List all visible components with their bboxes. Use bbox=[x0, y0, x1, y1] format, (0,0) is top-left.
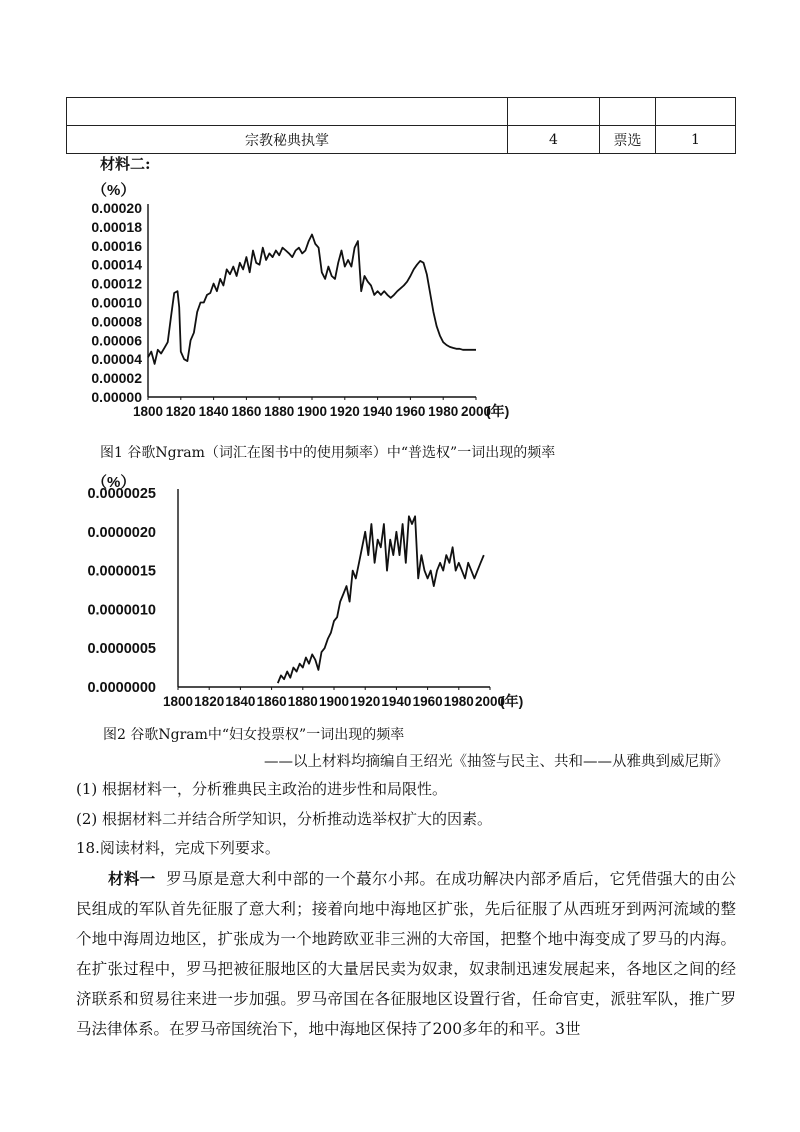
y-tick-label: 0.00014 bbox=[91, 256, 142, 273]
y-tick-label: 0.00006 bbox=[91, 332, 142, 349]
x-tick-label: 2000 bbox=[460, 404, 492, 419]
y-tick-label: 0.00012 bbox=[91, 275, 142, 292]
y-tick-label: 0.00018 bbox=[91, 218, 142, 235]
y-tick-label: 0.00000 bbox=[91, 389, 142, 405]
table-cell-num bbox=[656, 98, 736, 126]
series-line bbox=[148, 235, 476, 364]
x-tick-label: 1960 bbox=[412, 694, 443, 709]
question-2: (2) 根据材料二并结合所学知识，分析推动选举权扩大的因素。 bbox=[76, 810, 493, 828]
y-unit-label: （%） bbox=[92, 182, 136, 199]
x-tick-label: 1960 bbox=[395, 404, 426, 419]
election-table bbox=[66, 97, 736, 154]
y-tick-label: 0.0000010 bbox=[87, 602, 156, 619]
series-line bbox=[278, 516, 484, 683]
x-tick-label: 1900 bbox=[296, 404, 328, 419]
table-cell-method bbox=[600, 98, 656, 126]
x-tick-label: 1980 bbox=[443, 694, 474, 709]
y-tick-label: 0.00020 bbox=[91, 200, 142, 216]
material1-paragraph bbox=[76, 864, 736, 1044]
x-tick-label: 1920 bbox=[350, 694, 381, 709]
material1-text: 罗马原是意大利中部的一个蕞尔小邦。在成功解决内部矛盾后，它凭借强大的由公民组成的军队首先征服了意大利；接着向地中海地区扩张，先后征服了从西班牙到两河流域的整个地中海周边地区，扩张成为一个地跨欧亚非三洲的大帝国，把整个地中海变成了罗马的内海。在扩张过程中，罗马把被征服地区的大量居民卖为奴隶，奴隶制迅速发展起来，各地区之间的经济联系和贸易往来进一步加强。罗马帝国在各征服地区设置行省，任命官吏，派驻军队，推广罗马法律体系。在罗马帝国统治下，地中海地区保持了200多年的和平。3世 bbox=[76, 870, 736, 1038]
x-tick-label: 1880 bbox=[287, 694, 318, 709]
question-18-title: 18.阅读材料，完成下列要求。 bbox=[76, 839, 280, 857]
x-tick-label: 1940 bbox=[362, 404, 393, 419]
table-cell-count: 4 bbox=[508, 126, 600, 154]
chart1-caption: 图1 谷歌Ngram（词汇在图书中的使用频率）中“普选权”一词出现的频率 bbox=[100, 445, 556, 461]
y-tick-label: 0.0000025 bbox=[87, 486, 156, 502]
x-unit-label: (年) bbox=[486, 403, 510, 419]
y-tick-label: 0.0000000 bbox=[87, 680, 156, 696]
x-tick-label: 2000 bbox=[474, 694, 506, 709]
material1-label: 材料一 bbox=[108, 869, 156, 888]
x-tick-label: 1980 bbox=[428, 404, 459, 419]
y-tick-label: 0.00010 bbox=[91, 294, 142, 311]
y-tick-label: 0.00016 bbox=[91, 237, 142, 254]
y-tick-label: 0.00002 bbox=[91, 370, 142, 387]
table-row bbox=[67, 98, 736, 126]
source-line: ——以上材料均摘编自王绍光《抽签与民主、共和——从雅典到威尼斯》 bbox=[264, 754, 728, 770]
y-tick-label: 0.0000015 bbox=[87, 563, 156, 580]
x-tick-label: 1860 bbox=[231, 404, 262, 419]
table-cell-method: 票选 bbox=[600, 126, 656, 154]
x-tick-label: 1820 bbox=[165, 404, 196, 419]
chart-women-suffrage-frequency bbox=[0, 475, 800, 715]
x-tick-label: 1800 bbox=[162, 694, 194, 709]
x-tick-label: 1900 bbox=[318, 694, 350, 709]
table-row bbox=[67, 126, 736, 154]
table-cell-item bbox=[67, 98, 508, 126]
x-tick-label: 1800 bbox=[132, 404, 164, 419]
y-unit-label: （%） bbox=[92, 474, 136, 491]
x-tick-label: 1820 bbox=[194, 694, 225, 709]
chart2-caption: 图2 谷歌Ngram中“妇女投票权”一词出现的频率 bbox=[103, 727, 405, 743]
y-tick-label: 0.00008 bbox=[91, 313, 142, 330]
x-tick-label: 1940 bbox=[381, 694, 412, 709]
x-tick-label: 1840 bbox=[198, 404, 229, 419]
table-cell-item: 宗教秘典执掌 bbox=[67, 126, 508, 154]
x-tick-label: 1880 bbox=[264, 404, 295, 419]
x-tick-label: 1920 bbox=[329, 404, 360, 419]
table-cell-num: 1 bbox=[656, 126, 736, 154]
chart-suffrage-frequency bbox=[0, 175, 800, 435]
material2-heading: 材料二: bbox=[100, 155, 151, 173]
y-tick-label: 0.00004 bbox=[91, 351, 142, 368]
x-tick-label: 1840 bbox=[225, 694, 256, 709]
y-tick-label: 0.0000020 bbox=[87, 524, 156, 541]
x-tick-label: 1860 bbox=[256, 694, 287, 709]
table-cell-count bbox=[508, 98, 600, 126]
y-tick-label: 0.0000005 bbox=[87, 641, 156, 658]
question-1: (1) 根据材料一，分析雅典民主政治的进步性和局限性。 bbox=[76, 780, 448, 798]
x-unit-label: (年) bbox=[500, 693, 524, 709]
